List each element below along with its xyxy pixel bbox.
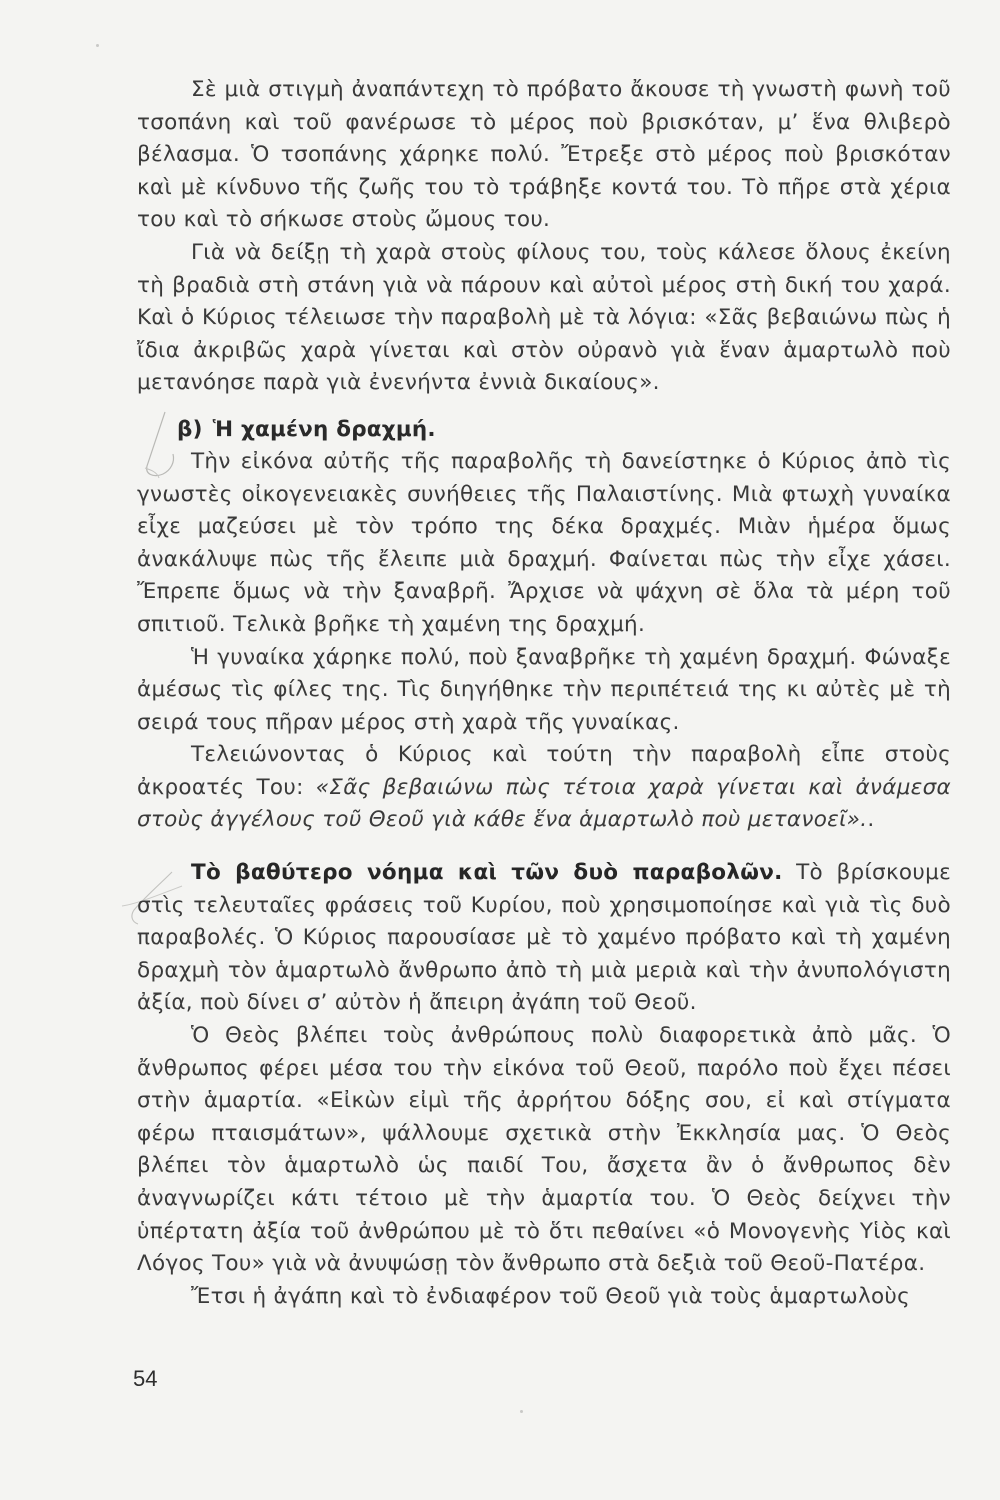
section-marker: β) <box>177 416 203 442</box>
paragraph: Ὁ Θεὸς βλέπει τοὺς ἀνθρώπους πολὺ διαφορετικὰ ἀπὸ μᾶς. Ὁ ἄνθρωπος φέρει μέσα του τὴν εἰκόνα τοῦ Θεοῦ, παρόλο ποὺ ἔχει πέσει στὴν ἁμαρτία. «Εἰκὼν εἰμὶ τῆς ἀρρήτου δόξης σου, εἰ καὶ στίγματα φέρω πταισμάτων», ψάλλουμε σχετικὰ στὴν Ἐκκλησία μας. Ὁ Θεὸς βλέπει τὸν ἁμαρτωλὸ ὡς παιδί Του, ἄσχετα ἂν ὁ ἄνθρωπος δὲν ἀναγνωρίζει κάτι τέτοιο μὲ τὴν ἁμαρτία του. Ὁ Θεὸς δείχνει τὴν ὑπέρτατη ἀξία τοῦ ἀνθρώπου μὲ τὸ ὅτι πεθαίνει «ὁ Μονογενὴς Υἱὸς καὶ Λόγος Του» γιὰ νὰ ἀνυψώσῃ τὸν ἄνθρωπο στὰ δεξιὰ τοῦ Θεοῦ-Πατέρα. <box>137 1023 951 1277</box>
paragraph-gap <box>137 837 951 857</box>
paragraph: Τὴν εἰκόνα αὐτῆς τῆς παραβολῆς τὴ δανείστηκε ὁ Κύριος ἀπὸ τὶς γνωστὲς οἰκογενειακὲς συνήθειες τῆς Παλαιστίνης. Μιὰ φτωχὴ γυναίκα εἶχε μαζεύσει μὲ τὸν τρόπο της δέκα δραχμές. Μιὰν ἡμέρα ὅμως ἀνακάλυψε πὼς τῆς ἔλειπε μιὰ δραχμή. Φαίνεται πὼς τὴν εἶχε χάσει. Ἔπρεπε ὅμως νὰ τὴν ξαναβρῆ. Ἄρχισε νὰ ψάχνη σὲ ὅλα τὰ μέρη τοῦ σπιτιοῦ. Τελικὰ βρῆκε τὴ χαμένη της δραχμή. <box>137 448 951 637</box>
closing-intro: Τελειώνοντας ὁ Κύριος καὶ τούτη τὴν παραβολὴ εἶπε στοὺς ἀκροατές Του: <box>137 742 951 800</box>
section-heading-lost-drachma <box>137 414 951 446</box>
dust-speck <box>520 1410 523 1413</box>
closing-quote: «Σᾶς βεβαιώνω πὼς τέτοια χαρὰ γίνεται καὶ ἀνάμεσα στοὺς ἀγγέλους τοῦ Θεοῦ γιὰ κάθε ἕνα ἁμαρτωλὸ ποὺ μετανοεῖ». <box>137 774 951 833</box>
section-title: Ἡ χαμένη δραχμή. <box>212 416 436 442</box>
deeper-meaning-heading: Τὸ βαθύτερο νόημα καὶ τῶν δυὸ παραβολῶν. <box>191 860 783 886</box>
deeper-meaning-paragraph <box>137 857 951 1020</box>
body-text <box>137 74 951 1313</box>
paragraph: Ἔτσι ἡ ἀγάπη καὶ τὸ ἐνδιαφέρον τοῦ Θεοῦ γιὰ τοὺς ἁμαρτωλοὺς <box>191 1283 911 1309</box>
paragraph: Γιὰ νὰ δείξῃ τὴ χαρὰ στοὺς φίλους του, τοὺς κάλεσε ὅλους ἐκείνη τὴ βραδιὰ στὴ στάνη γιὰ νὰ πάρουν καὶ αὐτοὶ μέρος στὴ δική του χαρά. Καὶ ὁ Κύριος τέλειωσε τὴν παραβολὴ μὲ τὰ λόγια: «Σᾶς βεβαιώνω πὼς ἡ ἴδια ἀκριβῶς χαρὰ γίνεται καὶ στὸν οὐρανὸ γιὰ ἕναν ἁμαρτωλὸ ποὺ μετανόησε παρὰ γιὰ ἐνενήντα ἐννιὰ δικαίους». <box>137 239 951 396</box>
page-number: 54 <box>133 1366 158 1391</box>
deeper-meaning-text: Τὸ βρίσκουμε στὶς τελευταῖες φράσεις τοῦ Κυρίου, ποὺ χρησιμοποίησε καὶ γιὰ τὶς δυὸ παραβολές. Ὁ Κύριος παρουσίασε μὲ τὸ χαμένο πρόβατο καὶ τὴ χαμένη δραχμὴ τὸν ἁμαρτωλὸ ἄνθρωπο ἀπὸ τὴ μιὰ μεριὰ καὶ τὴν ἀνυπολόγιστη ἀξία, ποὺ δίνει σ’ αὐτὸν ἡ ἄπειρη ἀγάπη τοῦ Θεοῦ. <box>137 860 952 1016</box>
paragraph: Σὲ μιὰ στιγμὴ ἀναπάντεχη τὸ πρόβατο ἄκουσε τὴ γνωστὴ φωνὴ τοῦ τσοπάνη καὶ τοῦ φανέρωσε τὸ μέρος ποὺ βρισκόταν, μ’ ἕνα θλιβερὸ βέλασμα. Ὁ τσοπάνης χάρηκε πολύ. Ἔτρεξε στὸ μέρος ποὺ βρισκόταν καὶ μὲ κίνδυνο τῆς ζωῆς του τὸ τράβηξε κοντά του. Τὸ πῆρε στὰ χέρια του καὶ τὸ σήκωσε στοὺς ὤμους του. <box>137 77 951 233</box>
closing-paragraph <box>137 739 951 837</box>
closing-end: . <box>867 807 875 833</box>
paragraph: Ἡ γυναίκα χάρηκε πολύ, ποὺ ξαναβρῆκε τὴ χαμένη δραχμή. Φώναξε ἀμέσως τὶς φίλες της. Τὶς διηγήθηκε τὴν περιπέτειά της κι αὐτὲς μὲ τὴ σειρά τους πῆραν μέρος στὴ χαρὰ τῆς γυναίκας. <box>137 644 951 735</box>
dust-speck <box>96 44 99 47</box>
